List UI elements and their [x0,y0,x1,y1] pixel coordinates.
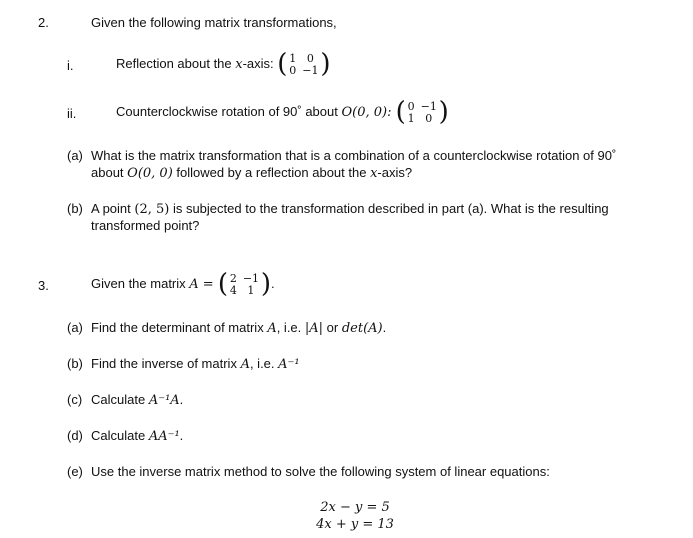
linear-system [280,499,430,533]
matrix-a-cell: −1 [242,271,260,285]
q3-part-a-det-fn: det(A) [341,321,383,336]
matrix-a-cell: 4 [229,283,237,297]
question-3-number: 3. [38,278,49,293]
item-i-text-post: -axis: [242,56,278,71]
part-b-label: (b) [67,201,83,216]
q3-part-a-A: A [267,321,277,336]
reflection-matrix: ( 1 0 0 −1 ) [277,48,331,79]
equation-1: 2x − y = 5 [320,500,390,515]
part-a-line2-pre: about [91,165,128,180]
matrix-a-name: A = [189,277,218,292]
part-a-point: O(0, 0) [127,166,173,181]
q3-part-a-post: . [382,320,387,335]
q3-part-c-text [91,392,183,408]
item-ii-text-pre: Counterclockwise rotation of 90 [116,104,298,119]
item-ii-point: O(0, 0): [341,105,396,120]
q3-part-b-mid: , i.e. [249,356,279,371]
q3-part-a-mid: , i.e. [276,320,305,335]
q3-part-b-label: (b) [67,356,83,371]
part-a-label: (a) [67,148,83,163]
part-a-line2-post: -axis? [377,165,413,180]
part-a-line2 [91,165,412,181]
q3-part-b-text [91,356,300,372]
rotation-matrix-cell: 1 [407,111,415,125]
question-3-intro-pre: Given the matrix [91,276,190,291]
part-b-line1-post: is subjected to the transformation described in part (a). What is the resulting [169,201,609,216]
question-3-intro-post: . [271,276,275,291]
matrix-a-cell: 2 [229,271,237,285]
part-a-line2-mid: followed by a reflection about the [172,165,371,180]
q3-part-d-label: (d) [67,428,83,443]
item-ii-label: ii. [67,106,77,121]
item-i-text [116,50,330,79]
equation-2: 4x + y = 13 [316,517,394,532]
q3-part-c-post: . [179,392,184,407]
item-i-label: i. [67,58,74,73]
reflection-matrix-cell: −1 [302,63,319,77]
q3-part-a-text [91,320,386,336]
part-b-point: (2, 5) [134,202,170,217]
reflection-matrix-cell: 0 [289,63,297,77]
question-2-number: 2. [38,15,49,30]
reflection-matrix-cell: 0 [306,51,314,65]
q3-part-d-pre: Calculate [91,428,149,443]
q3-part-b-pre: Find the inverse of matrix [91,356,241,371]
reflection-matrix-cell: 1 [289,51,297,65]
q3-part-d-text [91,428,183,444]
q3-part-b-inv: A⁻¹ [278,357,300,372]
q3-part-e-text: Use the inverse matrix method to solve the following system of linear equations: [91,464,550,479]
matrix-a: ( 2 −1 4 1 ) [217,268,272,299]
q3-part-c-pre: Calculate [91,392,149,407]
q3-part-a-label: (a) [67,320,83,335]
q3-part-d-post: . [179,428,184,443]
rotation-matrix: ( 0 −1 1 0 ) [395,96,449,127]
rotation-matrix-cell: −1 [420,99,437,113]
part-b-line1 [91,201,609,217]
rotation-matrix-cell: 0 [407,99,415,113]
q3-part-a-or: or [323,320,342,335]
q3-part-e-label: (e) [67,464,83,479]
q3-part-d-expr: AA⁻¹ [148,429,180,444]
q3-part-c-label: (c) [67,392,83,407]
question-3-intro [91,270,275,299]
q3-part-c-expr: A⁻¹A [148,393,180,408]
q3-part-a-pre: Find the determinant of matrix [91,320,268,335]
rotation-matrix-cell: 0 [425,111,433,125]
item-ii-text [116,98,449,127]
part-a-line1 [91,148,616,163]
item-ii-text-mid: about [301,104,342,119]
item-i-x: x [235,57,243,72]
q3-part-a-det-abs: |A| [304,321,324,336]
part-a-line1-text: What is the matrix transformation that is a combination of a counterclockwise rotation of 90 [91,148,612,163]
q3-part-b-A: A [240,357,250,372]
part-b-line2: transformed point? [91,218,200,233]
item-i-text-pre: Reflection about the [116,56,236,71]
question-2-intro: Given the following matrix transformations, [91,15,337,30]
part-a-deg: ˚ [611,148,617,163]
part-a-x: x [370,166,378,181]
matrix-a-cell: 1 [247,283,255,297]
item-ii-deg: ˚ [297,104,302,119]
part-b-line1-pre: A point [91,201,135,216]
